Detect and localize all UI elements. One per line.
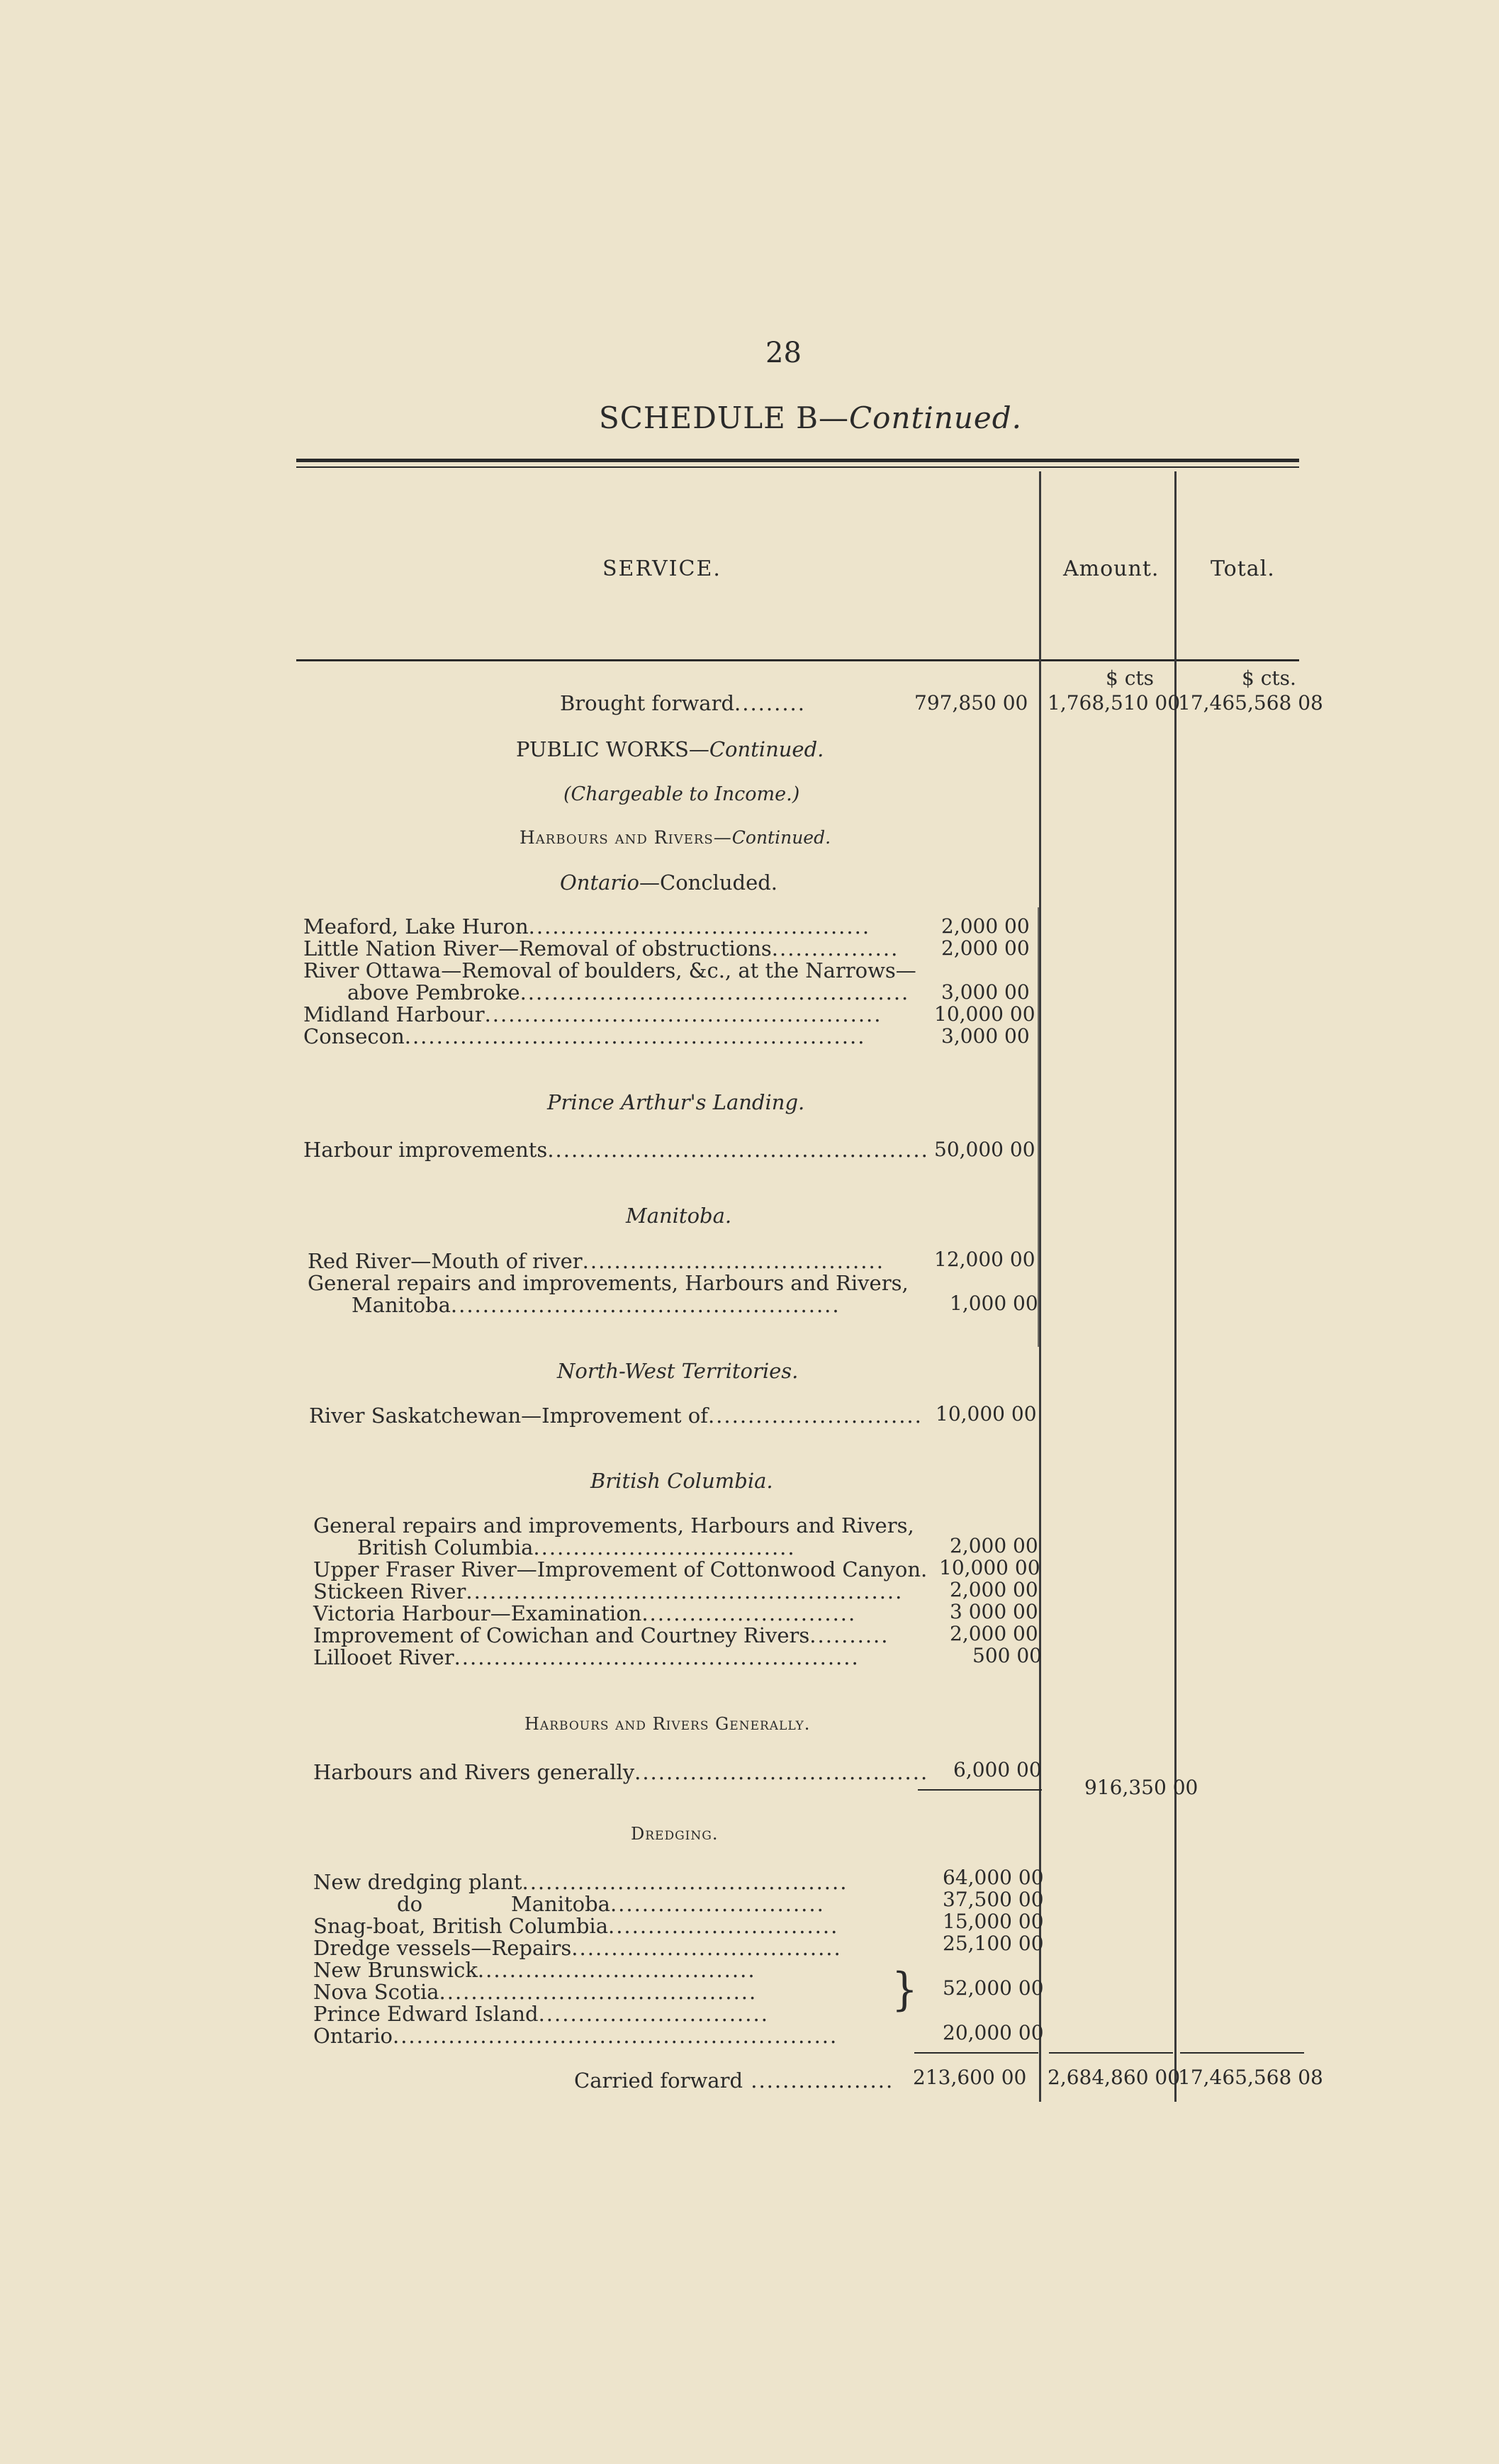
saskatchewan-value: 10,000 00: [936, 1402, 1037, 1426]
little-nation-row: Little Nation River—Removal of obstructions................: [303, 936, 899, 961]
do-manitoba-label: Manitoba: [511, 1892, 610, 1916]
general-manitoba-label: Manitoba: [352, 1293, 451, 1317]
total-units: $ cts.: [1242, 666, 1296, 690]
stickeen-row: Stickeen River.......................................................: [313, 1579, 904, 1603]
title-main: SCHEDULE B—: [599, 401, 850, 435]
pei-row: Prince Edward Island.............................: [313, 2002, 769, 2026]
midland-row: Midland Harbour..................................................: [303, 1002, 882, 1026]
midland-label: Midland Harbour: [303, 1002, 485, 1026]
new-brunswick-row: New Brunswick...................................: [313, 1958, 756, 1982]
general-bc-row-1: General repairs and improvements, Harbours and Rivers,: [313, 1513, 914, 1538]
new-brunswick-label: New Brunswick: [313, 1958, 478, 1982]
red-river-value: 12,000 00: [934, 1248, 1035, 1271]
victoria-row: Victoria Harbour—Examination...........................: [313, 1601, 857, 1625]
cowichan-value: 2,000 00: [950, 1622, 1038, 1645]
ontario-heading: [560, 870, 777, 895]
ontario-italic: Ontario: [560, 870, 639, 895]
lillooet-row: Lillooet River...................................................: [313, 1645, 860, 1669]
snag-boat-row: Snag-boat, British Columbia.............................: [313, 1914, 839, 1938]
manitoba-heading: Manitoba.: [626, 1204, 732, 1228]
consecon-row: Consecon..........................................................: [303, 1024, 866, 1048]
midland-value: 10,000 00: [934, 1002, 1035, 1026]
do-manitoba-row: do Manitoba...........................: [397, 1892, 825, 1916]
bc-heading: British Columbia.: [590, 1469, 773, 1493]
general-manitoba-row-2: Manitoba.................................................: [352, 1293, 841, 1317]
carried-forward-col3: 17,465,568 08: [1178, 2066, 1323, 2089]
consecon-label: Consecon: [303, 1024, 405, 1048]
grouping-brace: }: [892, 1962, 918, 2016]
bottom-rule-col1: [914, 2052, 1038, 2054]
total-header: Total.: [1211, 556, 1275, 581]
harbours-italic: Continued.: [731, 827, 831, 848]
carried-forward-label: Carried forward ..................: [574, 2068, 894, 2093]
little-nation-label: Little Nation River—Removal of obstructions: [303, 936, 772, 961]
chargeable-heading: (Chargeable to Income.): [563, 783, 800, 805]
dredging-heading: Dredging.: [631, 1824, 719, 1844]
ottawa-row-1: River Ottawa—Removal of boulders, &c., at the Narrows—: [303, 958, 916, 982]
fraser-value: 10,000 00: [939, 1556, 1040, 1579]
stickeen-value: 2,000 00: [950, 1578, 1038, 1601]
fraser-row: Upper Fraser River—Improvement of Cottonwood Canyon.: [313, 1557, 928, 1581]
column-divider-2: [1174, 471, 1177, 2102]
ontario-dredging-row: Ontario........................................................: [313, 2024, 838, 2048]
saskatchewan-row: River Saskatchewan—Improvement of...........................: [309, 1404, 923, 1428]
general-bc-row-2: British Columbia.................................: [357, 1535, 796, 1559]
bottom-rule-col2: [1049, 2052, 1173, 2054]
harbour-improvements-row: Harbour improvements................................................: [303, 1138, 929, 1162]
brought-forward-label: Brought forward.........: [560, 691, 806, 715]
carried-forward-col1: 213,600 00: [913, 2066, 1027, 2089]
generally-amount: 916,350 00: [1084, 1776, 1198, 1799]
subtotal-rule: [918, 1789, 1042, 1791]
nwt-heading: North-West Territories.: [557, 1359, 799, 1383]
top-rule-thick: [296, 459, 1299, 462]
carried-forward-text: Carried forward: [574, 2068, 743, 2093]
lillooet-label: Lillooet River: [313, 1645, 454, 1669]
title-italic: Continued.: [849, 401, 1023, 435]
bottom-rule-col3: [1180, 2052, 1304, 2054]
brought-forward-col3: 17,465,568 08: [1178, 691, 1323, 715]
generally-label: Harbours and Rivers generally: [313, 1760, 635, 1784]
nova-scotia-label: Nova Scotia: [313, 1980, 439, 2004]
ottawa-label: above Pembroke: [347, 980, 520, 1004]
brought-forward-col2: 1,768,510 00: [1048, 691, 1181, 715]
column-divider-left: [1038, 907, 1040, 1347]
ditto-mark: do: [397, 1892, 423, 1916]
red-river-row: Red River—Mouth of river......................................: [308, 1249, 885, 1273]
service-header: SERVICE.: [602, 556, 722, 581]
public-works-italic: Continued.: [709, 737, 824, 761]
ontario-main: —Concluded.: [639, 870, 778, 895]
ottawa-value: 3,000 00: [941, 980, 1030, 1004]
top-rule-thin: [296, 466, 1299, 468]
snag-boat-label: Snag-boat, British Columbia: [313, 1914, 608, 1938]
cowichan-label: Improvement of Cowichan and Courtney Rivers: [313, 1623, 810, 1647]
ontario-dredging-label: Ontario: [313, 2024, 393, 2048]
brought-forward-col1: 797,850 00: [914, 691, 1028, 715]
meaford-row: Meaford, Lake Huron...........................................: [303, 914, 871, 939]
harbours-heading: [520, 827, 831, 848]
ottawa-row-2: above Pembroke.................................................: [347, 980, 910, 1004]
red-river-label: Red River—Mouth of river: [308, 1249, 583, 1273]
harbour-improvements-value: 50,000 00: [934, 1138, 1035, 1161]
victoria-value: 3 000 00: [950, 1600, 1038, 1623]
generally-value: 6,000 00: [953, 1758, 1042, 1781]
victoria-label: Victoria Harbour—Examination: [313, 1601, 642, 1625]
dredge-vessels-row: Dredge vessels—Repairs..................................: [313, 1936, 842, 1960]
ontario-dredging-value: 20,000 00: [943, 2021, 1044, 2044]
dredging-plant-value: 64,000 00: [943, 1866, 1044, 1889]
dredge-vessels-value: 25,100 00: [943, 1932, 1044, 1955]
stickeen-label: Stickeen River: [313, 1579, 466, 1603]
pei-label: Prince Edward Island: [313, 2002, 539, 2026]
general-bc-value: 2,000 00: [950, 1534, 1038, 1557]
nova-scotia-value: 52,000 00: [943, 1976, 1044, 2000]
cowichan-row: Improvement of Cowichan and Courtney Rivers..........: [313, 1623, 889, 1647]
meaford-label: Meaford, Lake Huron: [303, 914, 529, 939]
carried-forward-col2: 2,684,860 00: [1048, 2066, 1181, 2089]
dredge-vessels-label: Dredge vessels—Repairs: [313, 1936, 572, 1960]
public-works-heading: [516, 737, 824, 761]
header-bottom-rule: [296, 659, 1299, 661]
general-manitoba-value: 1,000 00: [950, 1292, 1038, 1315]
page-number: 28: [765, 337, 802, 369]
general-bc-label: British Columbia: [357, 1535, 534, 1559]
do-manitoba-value: 37,500 00: [943, 1888, 1044, 1911]
little-nation-value: 2,000 00: [941, 936, 1030, 960]
harbours-main: Harbours and Rivers—: [520, 827, 732, 848]
meaford-value: 2,000 00: [941, 914, 1030, 938]
brought-forward-text: Brought forward: [560, 691, 735, 715]
generally-heading: Harbours and Rivers Generally.: [524, 1714, 811, 1734]
generally-row: Harbours and Rivers generally.....................................: [313, 1760, 929, 1784]
amount-header: Amount.: [1063, 556, 1160, 581]
harbour-improvements-label: Harbour improvements: [303, 1138, 548, 1162]
general-manitoba-row-1: General repairs and improvements, Harbours and Rivers,: [308, 1271, 909, 1295]
dredging-plant-row: New dredging plant.........................................: [313, 1870, 848, 1894]
public-works-main: PUBLIC WORKS—: [516, 737, 709, 761]
consecon-value: 3,000 00: [941, 1024, 1030, 1048]
snag-boat-value: 15,000 00: [943, 1910, 1044, 1933]
prince-arthur-heading: Prince Arthur's Landing.: [547, 1090, 805, 1114]
nova-scotia-row: Nova Scotia........................................: [313, 1980, 758, 2004]
lillooet-value: 500 00: [972, 1644, 1042, 1667]
dredging-plant-label: New dredging plant: [313, 1870, 522, 1894]
amount-units: $ cts: [1106, 666, 1155, 690]
saskatchewan-label: River Saskatchewan—Improvement of: [309, 1404, 708, 1428]
page-title: [599, 401, 1022, 435]
